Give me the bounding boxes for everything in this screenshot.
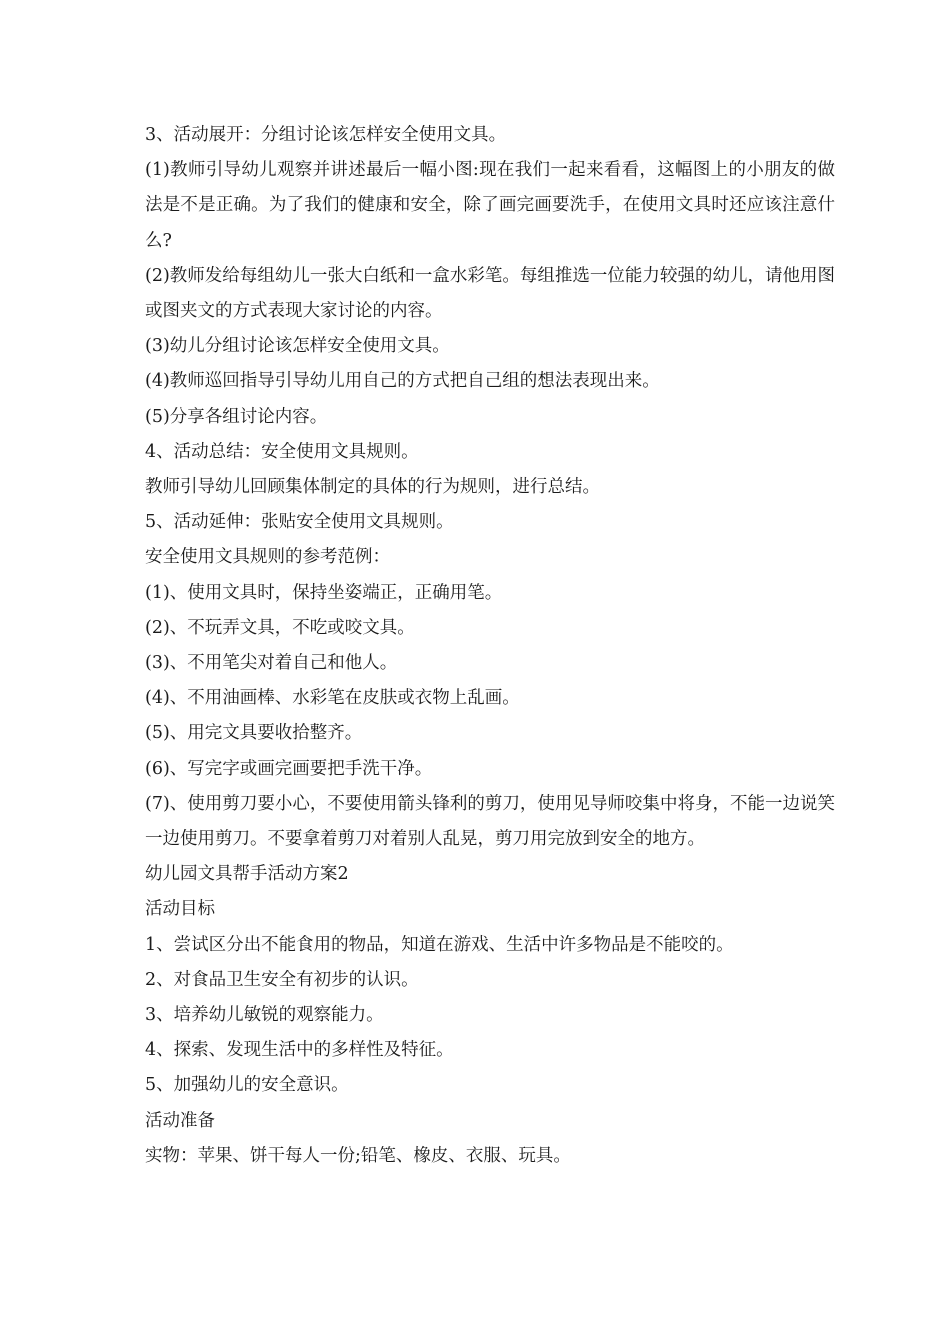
paragraph-step-3-4: (4)教师巡回指导引导幼儿用自己的方式把自己组的想法表现出来。	[145, 371, 660, 392]
section-heading-goals: 活动目标	[145, 899, 215, 920]
paragraph-step-3-2: (2)教师发给每组幼儿一张大白纸和一盒水彩笔。每组推选一位能力较强的幼儿，请他用图或图夹文的方式表现大家讨论的内容。	[145, 265, 835, 322]
paragraph-step-5: 5、活动延伸：张贴安全使用文具规则。	[145, 512, 454, 533]
paragraph-step-3: 3、活动展开：分组讨论该怎样安全使用文具。	[145, 125, 507, 145]
section-title-plan-2: 幼儿园文具帮手活动方案2	[145, 864, 349, 885]
paragraph-goal-1: 1、尝试区分出不能食用的物品，知道在游戏、生活中许多物品是不能咬的。	[145, 934, 734, 955]
paragraph-rule-7: (7)、使用剪刀要小心，不要使用箭头锋利的剪刀，使用见导师咬集中将身，不能一边说笑一边使用剪刀。不要拿着剪刀对着别人乱晃，剪刀用完放到安全的地方。	[145, 793, 835, 850]
paragraph-rule-5: (5)、用完文具要收拾整齐。	[145, 723, 363, 744]
section-heading-preparation: 活动准备	[145, 1110, 215, 1131]
paragraph-step-3-5: (5)分享各组讨论内容。	[145, 406, 328, 427]
paragraph-goal-4: 4、探索、发现生活中的多样性及特征。	[145, 1040, 454, 1061]
paragraph-step-4: 4、活动总结：安全使用文具规则。	[145, 441, 419, 462]
paragraph-materials: 实物：苹果、饼干每人一份;铅笔、橡皮、衣服、玩具。	[145, 1145, 571, 1166]
paragraph-summary: 教师引导幼儿回顾集体制定的具体的行为规则，进行总结。	[145, 477, 600, 498]
paragraph-goal-5: 5、加强幼儿的安全意识。	[145, 1075, 349, 1096]
paragraph-goal-3: 3、培养幼儿敏锐的观察能力。	[145, 1005, 384, 1026]
paragraph-step-3-1: (1)教师引导幼儿观察并讲述最后一幅小图:现在我们一起来看看，这幅图上的小朋友的做法是不是正确。为了我们的健康和安全，除了画完画要洗手，在使用文具时还应该注意什么?	[145, 160, 835, 251]
paragraph-rule-1: (1)、使用文具时，保持坐姿端正，正确用笔。	[145, 582, 503, 603]
paragraph-goal-2: 2、对食品卫生安全有初步的认识。	[145, 969, 419, 990]
paragraph-rule-3: (3)、不用笔尖对着自己和他人。	[145, 653, 398, 674]
paragraph-rule-4: (4)、不用油画棒、水彩笔在皮肤或衣物上乱画。	[145, 688, 520, 709]
document-page	[145, 118, 835, 1174]
paragraph-rule-6: (6)、写完字或画完画要把手洗干净。	[145, 758, 433, 779]
paragraph-rules-heading: 安全使用文具规则的参考范例：	[145, 547, 390, 568]
paragraph-rule-2: (2)、不玩弄文具，不吃或咬文具。	[145, 617, 415, 638]
paragraph-step-3-3: (3)幼儿分组讨论该怎样安全使用文具。	[145, 336, 450, 357]
